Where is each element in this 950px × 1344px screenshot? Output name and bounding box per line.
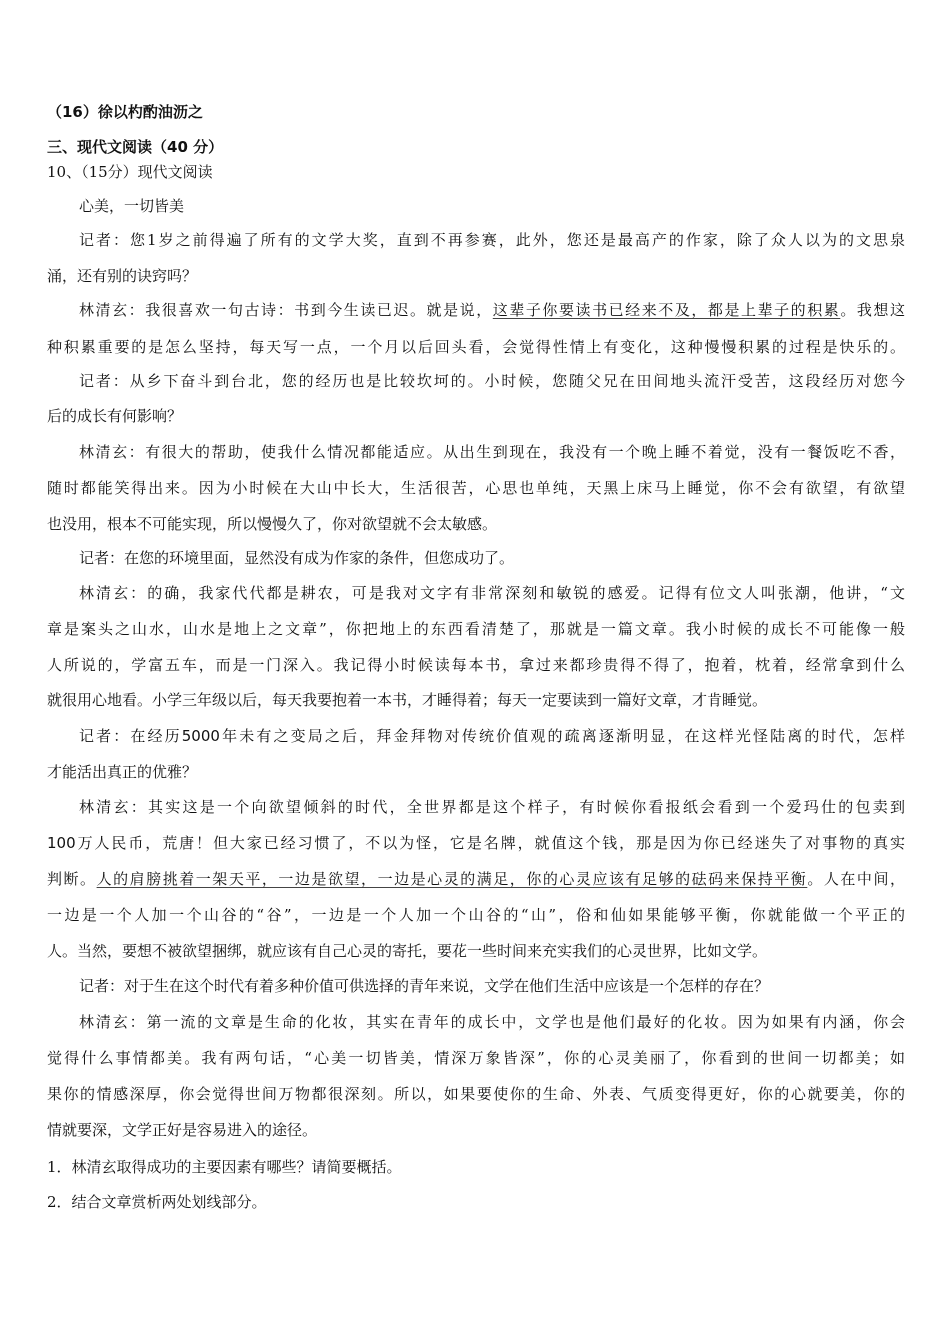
question-item: 1．林清玄取得成功的主要因素有哪些？请简要概括。	[47, 1158, 402, 1176]
paragraph-line: 章是案头之山水，山水是地上之文章”，你把地上的东西看清楚了，那就是一篇文章。我小时候的成长不可能像一般	[47, 620, 905, 638]
paragraph-line: 一边是一个人加一个山谷的“谷”，一边是一个人加一个山谷的“山”，俗和仙如果能够平衡，你就能做一个平正的	[47, 906, 905, 924]
paragraph-line	[47, 833, 905, 853]
underlined-passage-2: 人的肩膀挑着一架天平，一边是欲望，一边是心灵的满足，你的心灵应该有足够的砝码来保持平衡	[96, 870, 808, 888]
paragraph-line: 林清玄：的确，我家代代都是耕农，可是我对文字有非常深刻和敏锐的感爱。记得有位文人叫张潮，他讲，“文	[79, 584, 905, 602]
top-heading: （16）徐以杓酌油沥之	[47, 103, 203, 121]
question-item: 2．结合文章赏析两处划线部分。	[47, 1193, 267, 1211]
paragraph-line: 林清玄：有很大的帮助，使我什么情况都能适应。从出生到现在，我没有一个晚上睡不着觉，没有一餐饭吃不香，	[79, 443, 905, 461]
paragraph-line	[47, 869, 905, 889]
number-run: 5000	[181, 727, 220, 745]
article-title: 心美，一切皆美	[79, 197, 185, 215]
question-heading: 10、（15分）现代文阅读	[47, 163, 213, 181]
paragraph-line: 林清玄：第一流的文章是生命的化妆，其实在青年的成长中，文学也是他们最好的化妆。因为如果有内涵，你会	[79, 1013, 905, 1031]
text-run: 判断。	[47, 870, 97, 888]
paragraph-line: 记者：在您的环境里面，显然没有成为作家的条件，但您成功了。	[79, 549, 515, 567]
paragraph-line: 人。当然，要想不被欲望捆绑，就应该有自己心灵的寄托，要花一些时间来充实我们的心灵世界，比如文学。	[47, 942, 768, 960]
paragraph-line: 人所说的，学富五车，而是一门深入。我记得小时候读每本书，拿过来都珍贵得不得了，抱着，枕着，经常拿到什么	[47, 656, 905, 674]
paragraph-line: 就很用心地看。小学三年级以后，每天我要抱着一本书，才睡得着；每天一定要读到一篇好文章，才肯睡觉。	[47, 691, 768, 709]
paragraph-line	[79, 300, 905, 320]
text-run: 万人民币，荒唐！但大家已经习惯了，不以为怪，它是名牌，就值这个钱，那是因为你已经迷失了对事物的真实	[75, 834, 905, 852]
paragraph-line: 涌，还有别的诀窍吗？	[47, 267, 198, 285]
text-run: 林清玄：我很喜欢一句古诗：书到今生读已迟。就是说，	[79, 301, 493, 319]
paragraph-line: 记者：对于生在这个时代有着多种价值可供选择的青年来说，文学在他们生活中应该是一个怎样的存在？	[79, 977, 770, 995]
paragraph-line: 记者：您1岁之前得遍了所有的文学大奖，直到不再参赛，此外，您还是最高产的作家，除了众人以为的文思泉	[79, 231, 905, 249]
section-heading: 三、现代文阅读（40 分）	[47, 138, 224, 156]
text-run: 。人在中间，	[807, 870, 905, 888]
number-run: 100	[47, 834, 76, 852]
paragraph-line: 林清玄：其实这是一个向欲望倾斜的时代，全世界都是这个样子，有时候你看报纸会看到一个爱玛仕的包卖到	[79, 798, 905, 816]
text-run: 。我想这	[840, 301, 905, 319]
text-run: 记者：在经历	[79, 727, 182, 745]
paragraph-line: 种积累重要的是怎么坚持，每天写一点，一个月以后回头看，会觉得性情上有变化，这种慢慢积累的过程是快乐的。	[47, 338, 905, 356]
text-run: 年未有之变局之后，拜金拜物对传统价值观的疏离逐渐明显，在这样光怪陆离的时代，怎样	[219, 727, 905, 745]
paragraph-line: 随时都能笑得出来。因为小时候在大山中长大，生活很苦，心思也单纯，天黑上床马上睡觉，你不会有欲望，有欲望	[47, 479, 905, 497]
paragraph-line: 情就要深，文学正好是容易进入的途径。	[47, 1121, 318, 1139]
paragraph-line: 觉得什么事情都美。我有两句话，“心美一切皆美，情深万象皆深”，你的心灵美丽了，你看到的世间一切都美；如	[47, 1049, 905, 1067]
underlined-passage-1: 这辈子你要读书已经来不及，都是上辈子的积累	[492, 301, 841, 319]
paragraph-line: 后的成长有何影响？	[47, 407, 183, 425]
paragraph-line: 果你的情感深厚，你会觉得世间万物都很深刻。所以，如果要使你的生命、外表、气质变得更好，你的心就要美，你的	[47, 1085, 905, 1103]
paragraph-line	[79, 726, 905, 746]
paragraph-line: 也没用，根本不可能实现，所以慢慢久了，你对欲望就不会太敏感。	[47, 515, 498, 533]
paragraph-line: 记者：从乡下奋斗到台北，您的经历也是比较坎坷的。小时候，您随父兄在田间地头流汗受苦，这段经历对您今	[79, 372, 905, 390]
paragraph-line: 才能活出真正的优雅？	[47, 763, 198, 781]
